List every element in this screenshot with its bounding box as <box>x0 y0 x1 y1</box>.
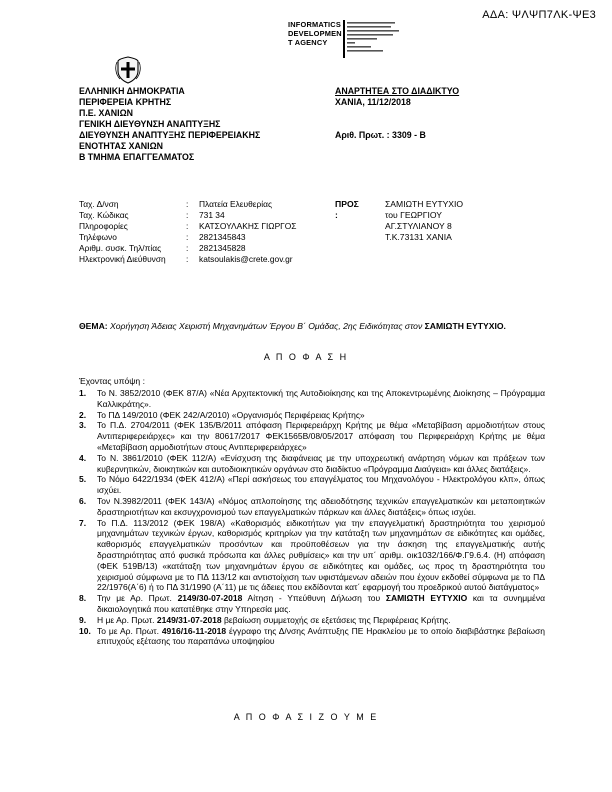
contact-row: Ηλεκτρονική Διεύθυνση : katsoulakis@crete.gov.gr <box>79 254 293 264</box>
issuer-line-6: ΕΝΟΤΗΤΑΣ ΧΑΝΙΩΝ <box>79 141 164 151</box>
coat-of-arms-icon <box>115 56 141 84</box>
logo-fine-print-lines-icon <box>347 21 407 57</box>
contact-details <box>79 199 296 265</box>
list-item: 5. Το Νόμο 6422/1934 (ΦΕΚ 412/Α) «Περί ασκήσεως του επαγγέλματος του Μηχανολόγου - Ηλεκτρολόγου κλπ», όπως ισχύει. <box>79 474 545 496</box>
publication-block <box>335 86 459 108</box>
contact-label: Αριθμ. συσκ. Τηλ/πίας <box>79 243 162 253</box>
issuer-line-1: ΕΛΛΗΝΙΚΗ ΔΗΜΟΚΡΑΤΙΑ <box>79 86 185 96</box>
recipient-label: ΠΡΟΣ : <box>335 199 359 220</box>
recipient-line-3: ΑΓ.ΣΤΥΛΙΑΝΟΥ 8 <box>385 221 452 231</box>
we-decide-heading: Α Π Ο Φ Α Σ Ι Ζ Ο Υ Μ Ε <box>233 712 379 722</box>
place-date: ΧΑΝΙΑ, 11/12/2018 <box>335 97 411 107</box>
contact-row: Αριθμ. συσκ. Τηλ/πίας : 2821345828 <box>79 243 246 253</box>
logo-line-2: DEVELOPMEN <box>288 29 342 38</box>
contact-value: 731 34 <box>199 210 225 220</box>
logo-fine-print <box>347 21 407 58</box>
list-item: 1. Το Ν. 3852/2010 (ΦΕΚ 87/Α) «Νέα Αρχιτεκτονική της Αυτοδιοίκησης και της Αποκεντρωμένης Διοίκησης – Πρόγραμμα Καλλικράτης». <box>79 388 545 409</box>
contact-value: Πλατεία Ελευθερίας <box>199 199 273 209</box>
list-item: 8. Την με Αρ. Πρωτ. 2149/30-07-2018 Αίτηση - Υπεύθυνη Δήλωση του ΣΑΜΙΩΤΗ ΕΥΤΥΧΙΟ και τα συνημμένα δικαιολογητικά που κατατέθηκε στην Υπηρεσία μας. <box>79 593 545 614</box>
contact-value: 2821345843 <box>199 232 246 242</box>
logo-line-3: T AGENCY <box>288 38 328 47</box>
issuer-line-3: Π.Ε. ΧΑΝΙΩΝ <box>79 108 133 118</box>
contact-row: Ταχ. Κώδικας : 731 34 <box>79 210 225 220</box>
contact-row: Πληροφορίες : ΚΑΤΣΟΥΛΑΚΗΣ ΓΙΩΡΓΟΣ <box>79 221 297 231</box>
contact-value: ΚΑΤΣΟΥΛΑΚΗΣ ΓΙΩΡΓΟΣ <box>199 221 297 231</box>
contact-label: Πληροφορίες <box>79 221 128 231</box>
issuer-line-5: ΔΙΕΥΘΥΝΣΗ ΑΝΑΠΤΥΞΗΣ ΠΕΡΙΦΕΡΕΙΑΚΗΣ <box>79 130 261 140</box>
list-item: 10. Το με Αρ. Πρωτ. 4916/16-11-2018 έγγραφο της Δ/νσης Ανάπτυξης ΠΕ Ηρακλείου με το οποίο διαβιβάστηκε βεβαίωση επιτυχούς εξέτασης του παραπάνω υποψηφίου <box>79 625 545 647</box>
logo-line-1: INFORMATICS <box>288 20 341 29</box>
considerations-intro: Έχοντας υπόψη : <box>79 376 145 386</box>
contact-label: Ηλεκτρονική Διεύθυνση <box>79 254 166 264</box>
issuer-block <box>79 86 260 163</box>
recipient-line-4: Τ.Κ.73131 ΧΑΝΙΑ <box>385 232 452 242</box>
contact-row: Ταχ. Δ/νση : Πλατεία Ελευθερίας <box>79 199 273 209</box>
list-item: 3. Το Π.Δ. 2704/2011 (ΦΕΚ 135/Β/2011 απόφαση Περιφερειάρχη Κρήτης με θέμα «Μεταβίβαση αρμοδιοτήτων στους Αντιπεριφερειάρχες» και την 80617/2017 ΦΕΚ1565Β/08/05/2017 απόφαση του Περιφερειάρχη Κρήτης με θέμα «Μεταβίβαση αρμοδιοτήτων στους Αντιπεριφερειάρχες» <box>79 420 545 452</box>
considerations-list <box>79 388 545 647</box>
decision-heading: Α Π Ο Φ Α Σ Η <box>263 352 349 362</box>
posted-notice: ΑΝΑΡΤΗΤΕΑ ΣΤΟ ΔΙΑΔΙΚΤΥΟ <box>335 86 460 96</box>
list-item: 2. Το ΠΔ 149/2010 (ΦΕΚ 242/Α/2010) «Οργανισμός Περιφέρειας Κρήτης» <box>79 409 365 420</box>
subject-text: Χορήγηση Άδειας Χειριστή Μηχανημάτων Έργου Β΄ Ομάδας, 2ης Ειδικότητας στον <box>107 321 425 331</box>
subject-line <box>79 321 544 333</box>
protocol-number: Αριθ. Πρωτ. : 3309 - Β <box>335 130 426 140</box>
list-item: 7. Το Π.Δ. 113/2012 (ΦΕΚ 198/Α) «Καθορισμός ειδικοτήτων για την επαγγελματική δραστηριότητα του χειρισμού μηχανημάτων τεχνικών έργων, καθορισμός κριτηρίων για την κατάταξη των μηχανημάτων σε ειδικότητες και ομάδες, καθορισμός επαγγελματικών προσόντων και προϋποθέσεων για την άσκηση της επαγγελματικής αυτής δραστηριότητας από φυσικά πρόσωπα και άλλες ρυθμίσεις» και την υπ΄ αριθμ. οικ1032/166/Φ.Γ9.6.4. (Η) απόφαση (ΦΕΚ 519Β/13) «κατάταξη των μηχανημάτων έργου σε ειδικότητες και ομάδες, ως προς τη δραστηριότητα του χειρισμού σύμφωνα με το ΠΔ 113/12 και αντιστοίχιση των υφιστάμενων αδειών που έχουν εκδοθεί σύμφωνα με το ΠΔ 22/1976(Α΄6) ή το ΠΔ 31/1990 (Α΄11) με τις άδειες που εκδίδονται κατ΄ εφαρμογή του προεδρικού αυτού διατάγματος» <box>79 517 545 593</box>
recipient-line-2: του ΓΕΩΡΓΙΟΥ <box>385 210 443 220</box>
list-item: 4. Το Ν. 3861/2010 (ΦΕΚ 112/Α) «Ενίσχυση της διαφάνειας με την υποχρεωτική ανάρτηση νόμων και πράξεων των κυβερνητικών, διοικητικών και αυτοδιοικητικών οργάνων στο διαδίκτυο «Πρόγραμμα Διαύγεια» και άλλες διατάξεις». <box>79 452 545 474</box>
issuer-line-2: ΠΕΡΙΦΕΡΕΙΑ ΚΡΗΤΗΣ <box>79 97 172 107</box>
issuer-line-7: Β ΤΜΗΜΑ ΕΠΑΓΓΕΛΜΑΤΟΣ <box>79 152 195 162</box>
contact-label: Ταχ. Κώδικας <box>79 210 129 220</box>
list-item: 9. Η με Αρ. Πρωτ. 2149/31-07-2018 βεβαίωση συμμετοχής σε εξετάσεις της Περιφέρειας Κρήτης. <box>79 614 451 625</box>
contact-row: Τηλέφωνο : 2821345843 <box>79 232 246 242</box>
logo-divider <box>343 20 345 58</box>
contact-label: Τηλέφωνο <box>79 232 117 242</box>
subject-label: ΘΕΜΑ: <box>79 321 108 331</box>
subject-name: ΣΑΜΙΩΤΗ ΕΥΤΥΧΙΟ. <box>424 321 506 331</box>
issuer-line-4: ΓΕΝΙΚΗ ΔΙΕΥΘΥΝΣΗ ΑΝΑΠΤΥΞΗΣ <box>79 119 221 129</box>
informatics-agency-logo <box>288 20 410 60</box>
contact-value: 2821345828 <box>199 243 246 253</box>
ada-code: ΑΔΑ: ΨΛΨΠ7ΛΚ-ΨΕ3 <box>482 9 596 21</box>
recipient-line-1: ΣΑΜΙΩΤΗ ΕΥΤΥΧΙΟ <box>385 199 464 209</box>
contact-email-link[interactable]: katsoulakis@crete.gov.gr <box>199 254 293 264</box>
list-item: 6. Τον Ν.3982/2011 (ΦΕΚ 143/Α) «Νόμος απλοποίησης της αδειοδότησης τεχνικών επαγγελματικών και μεταποιητικών δραστηριοτήτων και εκσυγχρονισμού των επαγγελματικών πάρκων και άλλες διατάξεις» όπως ισχύει. <box>79 495 545 517</box>
contact-label: Ταχ. Δ/νση <box>79 199 119 209</box>
